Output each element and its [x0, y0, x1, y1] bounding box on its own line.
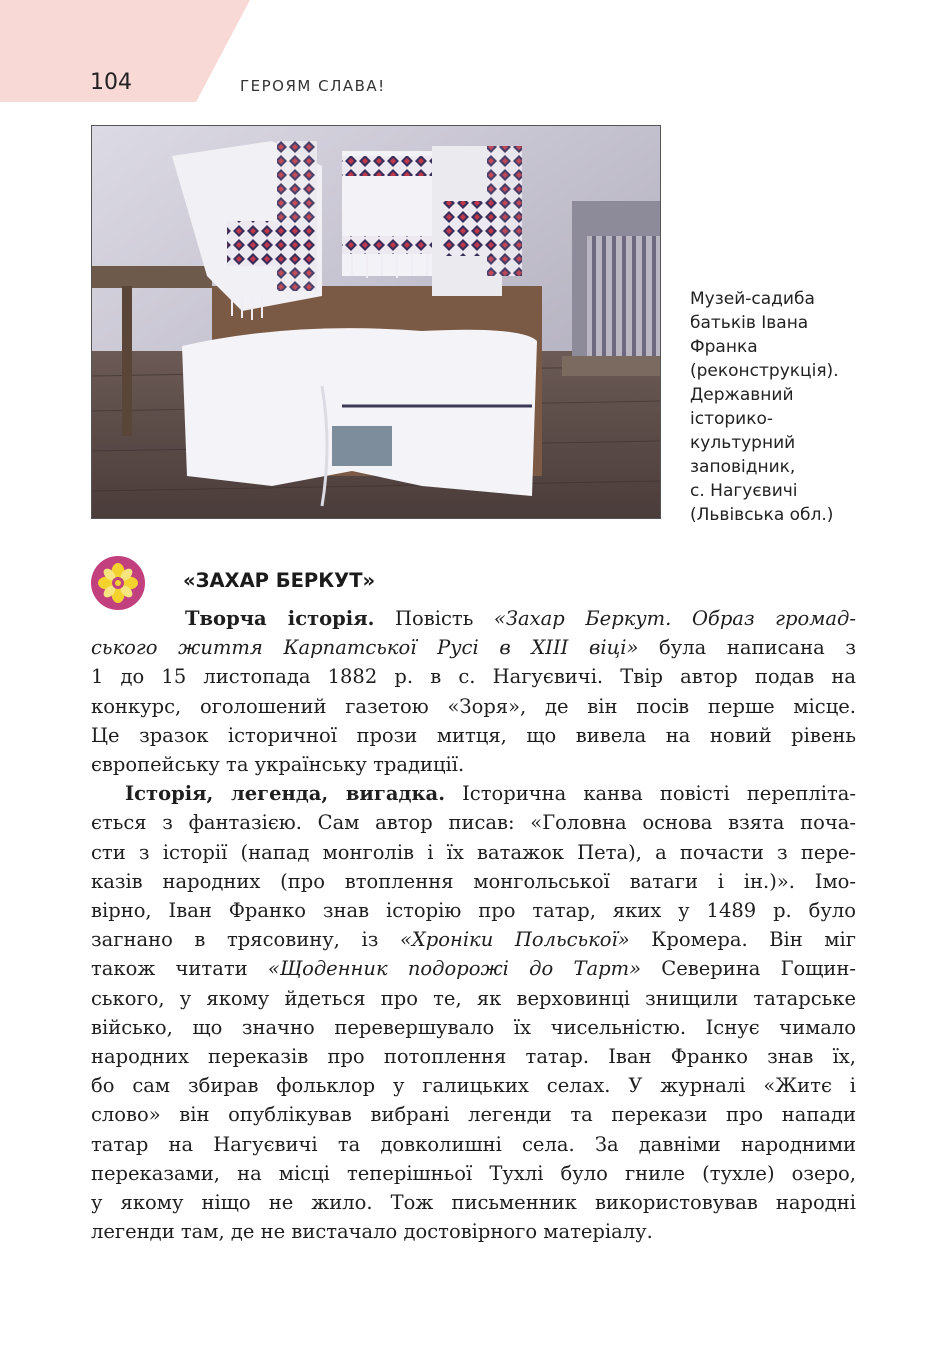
text-run: 1 до 15 листопада 1882 р. в с. Нагуєвичі. Твір автор подав на: [91, 665, 856, 689]
caption-line: (Львівська обл.): [690, 505, 834, 525]
text-line: [91, 1159, 856, 1188]
photo-caption: [690, 287, 890, 527]
text-run: бо сам збирав фольклор у галицьких селах. У журналі «Житє і: [91, 1074, 856, 1098]
text-run: казів народних (про втоплення монгольської ватаги і ін.)». Імо-: [91, 869, 856, 893]
text-run: вірно, Іван Франко знав історію про татар, яких у 1489 р. було: [91, 899, 856, 923]
caption-line: (реконструкція).: [690, 361, 839, 381]
text-line: [91, 633, 856, 662]
text-line: [91, 604, 856, 633]
caption-line: Державний: [690, 385, 794, 405]
text-line: [91, 1188, 856, 1217]
bold-run: Історія, легенда, вигадка.: [125, 782, 445, 806]
text-line: [91, 954, 856, 983]
body-text: [91, 604, 856, 1246]
museum-photo: [91, 125, 661, 519]
text-run: була написана з: [638, 636, 856, 660]
museum-chest-illustration: [92, 126, 661, 519]
text-run: європейську та українську традиції.: [91, 753, 465, 777]
caption-line: заповідник,: [690, 457, 796, 477]
text-run: конкурс, оголошений газетою «Зоря», де він посів перше місце.: [91, 694, 856, 718]
text-line: [91, 721, 856, 750]
text-run: Це зразок історичної прози митця, що вивела на новий рівень: [91, 723, 856, 747]
italic-run: «Хроніки Польської»: [399, 928, 630, 952]
text-line: [91, 896, 856, 925]
text-line: [91, 1042, 856, 1071]
text-line: [91, 1130, 856, 1159]
text-run: у якому ніщо не жило. Тож письменник використовував народні: [91, 1191, 856, 1215]
text-line: [91, 779, 856, 808]
text-line: [91, 1100, 856, 1129]
caption-line: культурний: [690, 433, 796, 453]
section-title: «ЗАХАР БЕРКУТ»: [183, 569, 376, 592]
paragraph: [91, 604, 856, 779]
caption-line: Франка: [690, 337, 758, 357]
text-line: [91, 1071, 856, 1100]
text-run: слово» він опублікував вибрані легенди та перекази про напади: [91, 1103, 856, 1127]
text-run: народних переказів про потоплення татар. Іван Франко знав їх,: [91, 1045, 856, 1069]
text-line: [91, 925, 856, 954]
text-run: Історична канва повісті перепліта-: [445, 782, 856, 806]
text-line: [91, 750, 856, 779]
text-run: також читати: [91, 957, 268, 981]
italic-run: «Щоденник подорожі до Тарт»: [267, 957, 642, 981]
italic-run: «Захар Беркут. Образ громад-: [493, 607, 856, 630]
caption-line: батьків Івана: [690, 313, 809, 333]
text-run: Повість: [374, 607, 494, 630]
italic-run: ського життя Карпатської Русі в XIII віці»: [91, 636, 639, 660]
text-run: Кромера. Він міг: [629, 928, 857, 952]
text-line: [91, 692, 856, 721]
text-run: ського, у якому йдеться про те, як верховинці знищили татарське: [91, 986, 856, 1010]
text-run: сти з історії (напад монголів і їх ватажок Пета), а почасти з пере-: [91, 840, 856, 864]
text-line: [91, 1013, 856, 1042]
text-run: загнано в трясовину, із: [91, 928, 400, 952]
text-run: татар на Нагуєвичі та довколишні села. За давніми народними: [91, 1132, 856, 1156]
text-line: [91, 867, 856, 896]
text-line: [91, 838, 856, 867]
flower-emblem-icon: [90, 555, 146, 611]
text-run: військо, що значно перевершувало їх чисельністю. Існує чимало: [91, 1015, 856, 1039]
caption-line: історико-: [690, 409, 774, 429]
text-line: [91, 808, 856, 837]
running-title: ГЕРОЯМ СЛАВА!: [240, 77, 386, 95]
text-line: [91, 1217, 856, 1246]
bold-run: Творча історія.: [185, 607, 375, 630]
caption-line: Музей-садиба: [690, 289, 815, 309]
text-run: Северина Гощин-: [641, 957, 857, 981]
text-run: ється з фантазією. Сам автор писав: «Головна основа взята поча-: [91, 811, 856, 835]
paragraph: [91, 779, 856, 1246]
text-line: [91, 662, 856, 691]
caption-line: с. Нагуєвичі: [690, 481, 798, 501]
text-line: [91, 984, 856, 1013]
page-number: 104: [90, 70, 132, 95]
text-run: легенди там, де не вистачало достовірного матеріалу.: [91, 1220, 653, 1244]
text-run: переказами, на місці теперішньої Тухлі було гниле (тухле) озеро,: [91, 1161, 856, 1185]
